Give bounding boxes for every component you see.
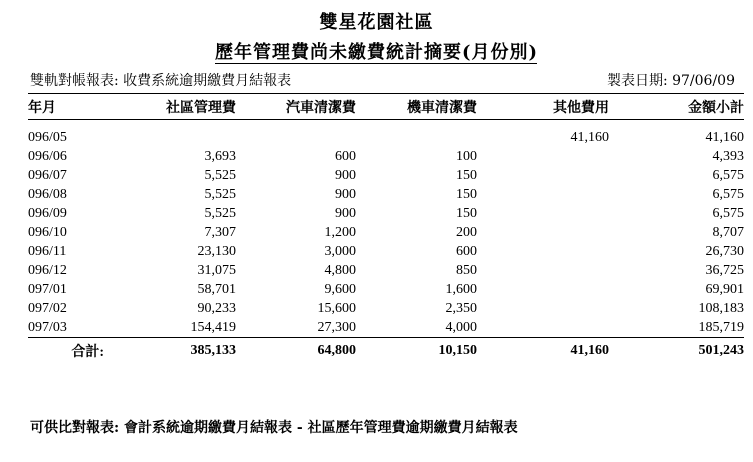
cell-mgmt-fee: 90,233 (197, 300, 236, 316)
report-title: 歷年管理費尚未繳費統計摘要(月份別) (214, 42, 539, 63)
totals-label: 合計: (28, 338, 118, 365)
cell-scooter-cleaning: 100 (456, 148, 477, 164)
cell-subtotal: 6,575 (712, 186, 744, 202)
cell-other-fees (477, 223, 609, 242)
org-name: 雙星花園社區 (319, 12, 434, 33)
cell-month: 096/10 (28, 224, 67, 240)
cell-month: 097/03 (28, 319, 67, 335)
cell-other-fees (477, 318, 609, 338)
cell-car-cleaning: 900 (335, 167, 356, 183)
report-date: 製表日期: 97/06/09 (606, 73, 735, 89)
cell-month: 096/12 (28, 262, 67, 278)
spacer-row (28, 120, 744, 129)
table-row (28, 185, 744, 204)
table-row (28, 261, 744, 280)
cell-car-cleaning: 15,600 (317, 300, 356, 316)
cell-car-cleaning: 9,600 (324, 281, 356, 297)
cell-scooter-cleaning: 200 (456, 224, 477, 240)
cell-mgmt-fee: 58,701 (197, 281, 236, 297)
cell-car-cleaning: 27,300 (317, 319, 356, 335)
cell-scooter-cleaning: 600 (456, 243, 477, 259)
cell-subtotal: 36,725 (705, 262, 744, 278)
col-header-mgmt-fee: 社區管理費 (118, 95, 236, 120)
total-scooter-cleaning: 10,150 (356, 338, 477, 365)
table-row (28, 147, 744, 166)
cell-scooter-cleaning: 2,350 (445, 300, 477, 316)
cell-car-cleaning: 1,200 (324, 224, 356, 240)
table-row (28, 223, 744, 242)
cell-mgmt-fee: 154,419 (190, 319, 236, 335)
cell-month: 096/09 (28, 205, 67, 221)
header-top-rule (28, 93, 744, 94)
cell-subtotal: 69,901 (705, 281, 744, 297)
cell-month: 097/01 (28, 281, 67, 297)
cell-month: 096/08 (28, 186, 67, 202)
cell-mgmt-fee: 5,525 (204, 186, 236, 202)
summary-table (28, 95, 744, 364)
cell-subtotal: 41,160 (705, 129, 744, 145)
table-row (28, 318, 744, 338)
totals-row (28, 338, 744, 365)
cell-month: 096/07 (28, 167, 67, 183)
table-row (28, 128, 744, 147)
footer-note: 可供比對報表: 會計系統逾期繳費月結報表 - 社區歷年管理費逾期繳費月結報表 (30, 420, 518, 436)
total-other-fees: 41,160 (477, 338, 609, 365)
cell-car-cleaning: 900 (335, 205, 356, 221)
col-header-other-fees: 其他費用 (477, 95, 609, 120)
cell-other-fees (477, 147, 609, 166)
cell-scooter-cleaning: 1,600 (445, 281, 477, 297)
cell-mgmt-fee: 5,525 (204, 167, 236, 183)
col-header-month: 年月 (28, 95, 118, 120)
cell-month: 096/06 (28, 148, 67, 164)
cell-subtotal: 108,183 (698, 300, 744, 316)
cell-scooter-cleaning: 150 (456, 205, 477, 221)
total-car-cleaning: 64,800 (236, 338, 356, 365)
col-header-subtotal: 金額小計 (609, 95, 744, 120)
cell-mgmt-fee: 23,130 (197, 243, 236, 259)
cell-other-fees: 41,160 (570, 129, 609, 145)
cell-car-cleaning: 900 (335, 186, 356, 202)
cell-mgmt-fee: 3,693 (204, 148, 236, 164)
cell-subtotal: 4,393 (712, 148, 744, 164)
cell-subtotal: 6,575 (712, 167, 744, 183)
cell-car-cleaning: 600 (335, 148, 356, 164)
table-row (28, 299, 744, 318)
total-subtotal: 501,243 (609, 338, 744, 365)
cell-mgmt-fee: 31,075 (197, 262, 236, 278)
table-row (28, 204, 744, 223)
cell-subtotal: 26,730 (705, 243, 744, 259)
cell-mgmt-fee (118, 128, 236, 147)
cell-scooter-cleaning: 4,000 (445, 319, 477, 335)
cell-mgmt-fee: 5,525 (204, 205, 236, 221)
col-header-car-cleaning: 汽車清潔費 (236, 95, 356, 120)
cell-scooter-cleaning: 150 (456, 167, 477, 183)
cell-month: 096/05 (28, 129, 67, 145)
cell-other-fees (477, 261, 609, 280)
table-row (28, 280, 744, 299)
cell-other-fees (477, 204, 609, 223)
cell-scooter-cleaning: 850 (456, 262, 477, 278)
cell-car-cleaning: 4,800 (324, 262, 356, 278)
cell-mgmt-fee: 7,307 (204, 224, 236, 240)
cell-car-cleaning: 3,000 (324, 243, 356, 259)
table-header-row (28, 95, 744, 120)
table-row (28, 242, 744, 261)
cell-scooter-cleaning: 150 (456, 186, 477, 202)
cell-other-fees (477, 242, 609, 261)
table-row (28, 166, 744, 185)
cell-car-cleaning (236, 128, 356, 147)
cell-subtotal: 185,719 (698, 319, 744, 335)
col-header-scooter-cleaning: 機車清潔費 (356, 95, 477, 120)
cell-subtotal: 6,575 (712, 205, 744, 221)
cell-other-fees (477, 280, 609, 299)
cell-other-fees (477, 299, 609, 318)
total-mgmt-fee: 385,133 (118, 338, 236, 365)
title-underline (215, 63, 537, 64)
cell-month: 097/02 (28, 300, 67, 316)
cell-other-fees (477, 166, 609, 185)
cell-month: 096/11 (28, 243, 67, 259)
cell-scooter-cleaning (356, 128, 477, 147)
linked-report-label: 雙軌對帳報表: 收費系統逾期繳費月結報表 (30, 73, 292, 89)
cell-subtotal: 8,707 (712, 224, 744, 240)
cell-other-fees (477, 185, 609, 204)
